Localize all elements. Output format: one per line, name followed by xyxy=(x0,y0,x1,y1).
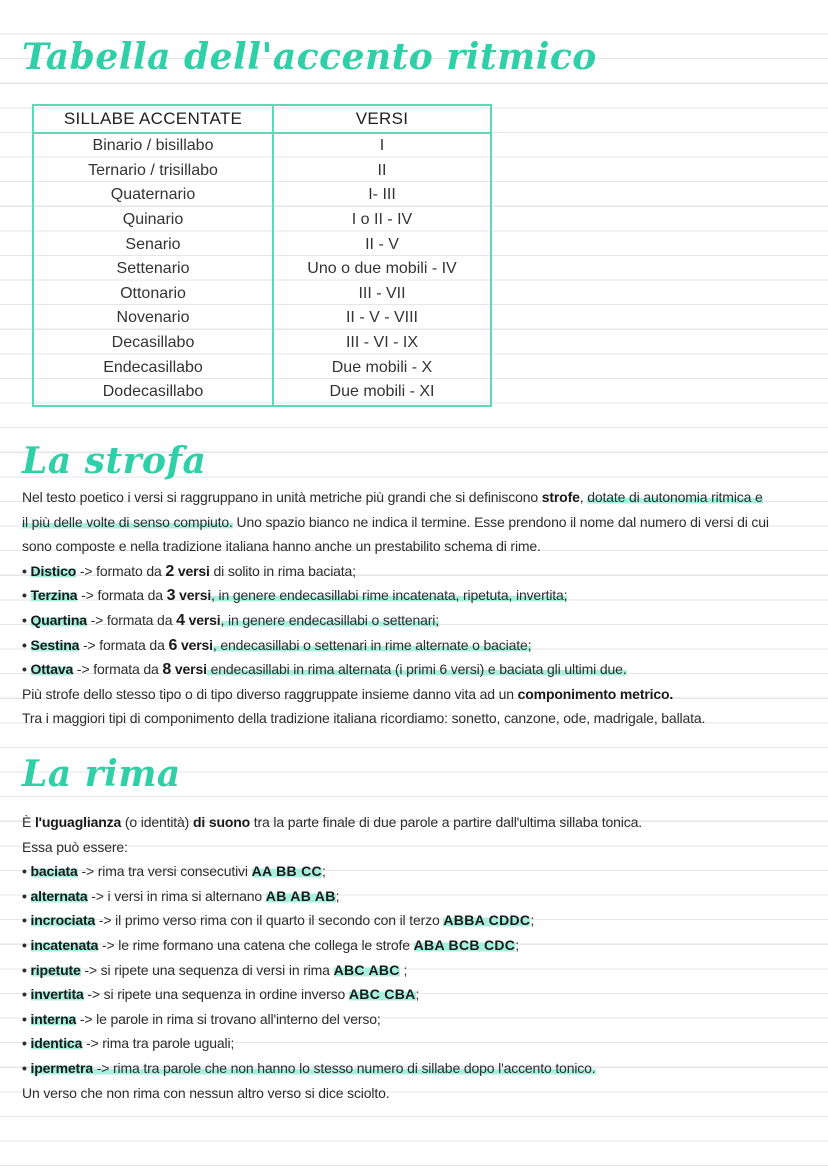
strofa-intro-line-2 xyxy=(22,510,812,535)
text: Nel testo poetico i versi si raggruppano in unità metriche più grandi che si definiscono xyxy=(22,489,542,505)
section-title-rima: La rima xyxy=(22,753,181,795)
number: 8 xyxy=(162,661,172,679)
highlight-text: , in genere endecasillabi o settenari; xyxy=(220,611,439,628)
keyword: Terzina xyxy=(30,587,78,604)
arrow: -> xyxy=(86,611,107,628)
table-row xyxy=(33,232,491,257)
number: 6 xyxy=(168,636,178,654)
text: formata da xyxy=(99,636,169,653)
cell-versi: Due mobili - XI xyxy=(273,380,491,406)
table-header-sillabe: SILLABE ACCENTATE xyxy=(33,105,273,133)
cell-sillabe: Ternario / trisillabo xyxy=(33,159,273,184)
table-row xyxy=(33,306,491,331)
keyword: versi xyxy=(171,661,207,678)
keyword: ipermetra xyxy=(30,1059,93,1076)
text: -> i versi in rima si alternano xyxy=(87,887,266,904)
keyword: ripetute xyxy=(30,961,81,978)
bullet: • xyxy=(22,636,31,653)
table-row xyxy=(33,257,491,282)
text: Più strofe dello stesso tipo o di tipo diverso raggruppate insieme danno vita ad un xyxy=(22,685,518,702)
text: formata da xyxy=(97,587,167,604)
cell-versi: II - V - VIII xyxy=(273,306,491,331)
text: formato da xyxy=(96,562,166,579)
table-row xyxy=(33,133,491,159)
text: (o identità) xyxy=(121,814,193,830)
keyword: di suono xyxy=(192,814,251,830)
rima-lead-line: Essa può essere: xyxy=(22,838,128,855)
cell-versi: Uno o due mobili - IV xyxy=(273,257,491,282)
rhyme-scheme: ABBA CDDC xyxy=(443,912,531,929)
rima-body xyxy=(22,810,812,1105)
text: ; xyxy=(321,863,326,880)
text: formata da xyxy=(93,661,163,678)
text: -> si ripete una sequenza di versi in rima xyxy=(80,961,334,978)
cell-sillabe: Dodecasillabo xyxy=(33,380,273,406)
number: 4 xyxy=(176,611,185,629)
text: ; xyxy=(530,912,535,929)
number: 3 xyxy=(166,587,176,605)
cell-versi: I o II - IV xyxy=(273,208,491,233)
bullet: • xyxy=(22,986,31,1003)
text: ; xyxy=(399,961,408,978)
keyword-strofe: strofe xyxy=(541,489,580,505)
rhyme-scheme: ABC CBA xyxy=(348,986,416,1003)
keyword: Quartina xyxy=(30,611,87,628)
keyword: versi xyxy=(184,611,221,628)
list-item-rima xyxy=(22,958,812,983)
cell-sillabe: Decasillabo xyxy=(33,331,273,356)
rhyme-scheme: AB AB AB xyxy=(265,887,336,904)
keyword: invertita xyxy=(30,986,84,1003)
section-title-strofa: La strofa xyxy=(22,440,207,482)
keyword: versi xyxy=(175,587,212,604)
cell-sillabe: Senario xyxy=(33,232,273,257)
arrow: -> xyxy=(79,636,100,653)
table-row xyxy=(33,183,491,208)
keyword: identica xyxy=(30,1035,83,1052)
cell-versi: II xyxy=(273,159,491,184)
text: ; xyxy=(515,936,519,953)
table-header-versi: VERSI xyxy=(273,105,491,133)
bullet: • xyxy=(22,587,31,604)
bullet: • xyxy=(22,936,31,953)
bullet: • xyxy=(22,887,31,904)
text: -> le parole in rima si trovano all'interno del verso; xyxy=(76,1010,381,1027)
table-header-row xyxy=(33,105,491,133)
cell-versi: II - V xyxy=(273,232,491,257)
highlight-text: endecasillabi in rima alternata (i primi 6 versi) e baciata gli ultimi due. xyxy=(206,661,627,678)
keyword: alternata xyxy=(30,887,88,904)
list-item-rima xyxy=(22,933,812,958)
text: -> rima tra parole uguali; xyxy=(82,1035,235,1052)
text: , xyxy=(579,489,588,505)
cell-sillabe: Settenario xyxy=(33,257,273,282)
list-item-rima xyxy=(22,1031,812,1056)
keyword-componimento: componimento metrico. xyxy=(517,685,674,702)
cell-versi: III - VII xyxy=(273,282,491,307)
text: ; xyxy=(415,986,420,1003)
list-item-rima xyxy=(22,908,812,933)
strofa-outro-line-1 xyxy=(22,682,812,707)
text: È xyxy=(22,814,35,830)
bullet: • xyxy=(22,912,31,929)
highlight-text: il più delle volte di senso compiuto. xyxy=(22,513,233,530)
keyword: versi xyxy=(174,562,210,579)
bullet: • xyxy=(22,1010,31,1027)
text: -> le rime formano una catena che collega le strofe xyxy=(98,936,414,953)
table-row xyxy=(33,380,491,406)
list-item-strofa xyxy=(22,559,812,584)
strofa-intro-line-1 xyxy=(22,485,812,510)
arrow: -> xyxy=(73,661,94,678)
bullet: • xyxy=(22,1059,31,1076)
rima-intro-line xyxy=(22,810,812,835)
text: -> rima tra versi consecutivi xyxy=(77,863,252,880)
rhyme-scheme: ABC ABC xyxy=(333,961,400,978)
text: formata da xyxy=(106,611,177,628)
strofa-body xyxy=(22,485,812,731)
table-row xyxy=(33,282,491,307)
cell-sillabe: Novenario xyxy=(33,306,273,331)
keyword: baciata xyxy=(30,863,78,880)
list-item-rima xyxy=(22,884,812,909)
text: ; xyxy=(335,887,340,904)
table-row xyxy=(33,355,491,380)
list-item-rima xyxy=(22,1056,812,1081)
cell-versi: I xyxy=(273,133,491,159)
keyword: incatenata xyxy=(30,936,99,953)
table-row xyxy=(33,208,491,233)
cell-versi: Due mobili - X xyxy=(273,355,491,380)
highlight-text: , in genere endecasillabi rime incatenata, ripetuta, invertita; xyxy=(211,587,568,604)
list-item-rima xyxy=(22,1007,812,1032)
accent-table xyxy=(32,104,492,407)
cell-sillabe: Quinario xyxy=(33,208,273,233)
list-item-rima xyxy=(22,982,812,1007)
list-item-strofa xyxy=(22,608,812,633)
cell-sillabe: Endecasillabo xyxy=(33,355,273,380)
highlight-text: dotate di autonomia ritmica e xyxy=(587,489,763,505)
bullet: • xyxy=(22,961,31,978)
list-item-rima xyxy=(22,859,812,884)
highlight-text: -> rima tra parole che non hanno lo stesso numero di sillabe dopo l'accento tonico. xyxy=(92,1059,596,1076)
cell-sillabe: Ottonario xyxy=(33,282,273,307)
bullet: • xyxy=(22,1035,31,1052)
keyword: interna xyxy=(30,1010,77,1027)
keyword: versi xyxy=(177,636,213,653)
text: -> si ripete una sequenza in ordine inverso xyxy=(83,986,349,1003)
rima-outro-line: Un verso che non rima con nessun altro verso si dice sciolto. xyxy=(22,1084,390,1101)
bullet: • xyxy=(22,863,31,880)
number: 2 xyxy=(165,562,175,580)
section-title-accento: Tabella dell'accento ritmico xyxy=(22,36,597,78)
cell-versi: III - VI - IX xyxy=(273,331,491,356)
keyword: l'uguaglianza xyxy=(34,814,122,830)
keyword: Ottava xyxy=(30,661,74,678)
rhyme-scheme: ABA BCB CDC xyxy=(413,936,516,953)
keyword: Distico xyxy=(30,562,77,579)
text: -> il primo verso rima con il quarto il secondo con il terzo xyxy=(95,912,444,929)
strofa-outro-line-2: Tra i maggiori tipi di componimento della tradizione italiana ricordiamo: sonetto, canzone, ode, madrigale, ballata. xyxy=(22,710,706,727)
rhyme-scheme: AA BB CC xyxy=(251,863,322,880)
cell-sillabe: Binario / bisillabo xyxy=(33,133,273,159)
table-row xyxy=(33,159,491,184)
highlight-text: , endecasillabi o settenari in rime alternate o baciate; xyxy=(212,636,532,653)
list-item-strofa xyxy=(22,633,812,658)
arrow: -> xyxy=(76,562,97,579)
strofa-intro-line-3: sono composte e nella tradizione italiana hanno anche un prestabilito schema di rime. xyxy=(22,538,541,555)
keyword: Sestina xyxy=(30,636,80,653)
text: tra la parte finale di due parole a partire dall'ultima sillaba tonica. xyxy=(250,814,642,830)
table-row xyxy=(33,331,491,356)
text: Uno spazio bianco ne indica il termine. Esse prendono il nome dal numero di versi di cui xyxy=(232,513,769,530)
keyword: incrociata xyxy=(30,912,96,929)
list-item-strofa xyxy=(22,583,812,608)
bullet: • xyxy=(22,562,31,579)
text: di solito in rima baciata; xyxy=(209,562,356,579)
bullet: • xyxy=(22,661,31,678)
bullet: • xyxy=(22,611,31,628)
cell-sillabe: Quaternario xyxy=(33,183,273,208)
arrow: -> xyxy=(77,587,98,604)
list-item-strofa xyxy=(22,657,812,682)
cell-versi: I- III xyxy=(273,183,491,208)
